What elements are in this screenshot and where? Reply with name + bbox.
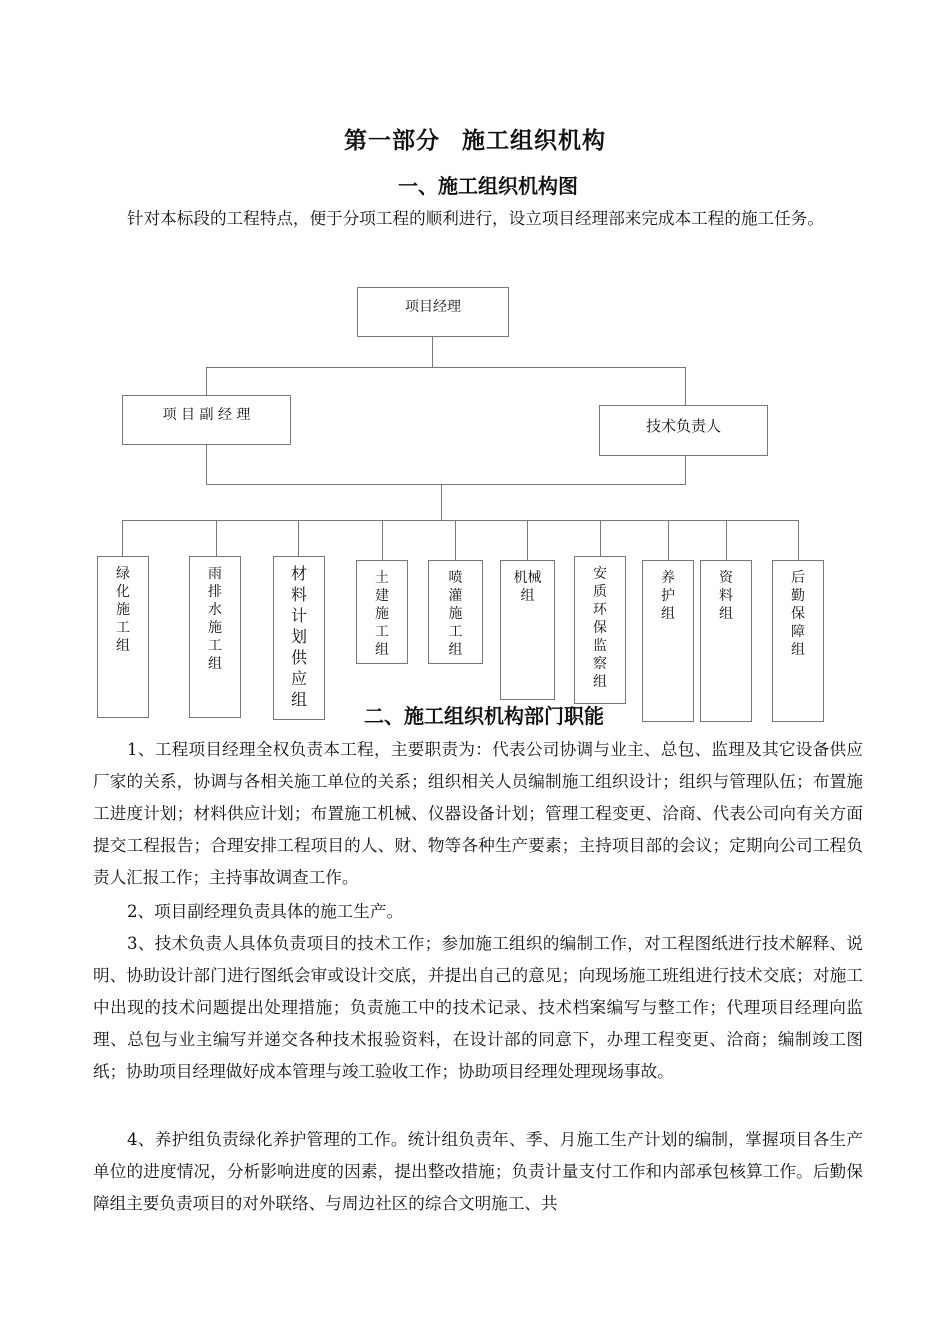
connector-line (216, 520, 217, 556)
org-box-group: 安 质 环 保 监 察 组 (574, 556, 626, 704)
org-box-group: 资 料 组 (700, 560, 752, 722)
duty-paragraph-4: 4、养护组负责绿化养护管理的工作。统计组负责年、季、月施工生产计划的编制，掌握项目各生产单位的进度情况，分析影响进度的因素，提出整改措施；负责计量支付工作和内部承包核算工作。后勤保障组主要负责项目的对外联络、与周边社区的综合文明施工、共 (93, 1130, 863, 1213)
page-title: 第一部分 施工组织机构 (344, 128, 606, 154)
duty-paragraph-2: 2、项目副经理负责具体的施工生产。 (127, 902, 404, 921)
org-box-group: 后 勤 保 障 组 (772, 560, 824, 722)
connector-line (382, 520, 383, 560)
org-box-group: 土 建 施 工 组 (356, 560, 408, 664)
connector-line (527, 520, 528, 560)
org-box-group: 绿 化 施 工 组 (97, 556, 149, 718)
connector-line (122, 520, 123, 556)
connector-line (685, 367, 686, 405)
org-box-group: 养 护 组 (642, 560, 694, 722)
section1-heading: 一、施工组织机构图 (398, 174, 578, 198)
connector-line (600, 520, 601, 556)
connector-line (206, 484, 686, 485)
org-box-manager: 项目经理 (357, 287, 509, 337)
connector-line (206, 367, 686, 368)
connector-line (298, 520, 299, 556)
connector-line (668, 520, 669, 560)
connector-line (441, 484, 442, 520)
connector-line (685, 455, 686, 484)
org-box-group: 机械 组 (500, 560, 555, 700)
connector-line (726, 520, 727, 560)
org-box-tech: 技术负责人 (599, 405, 768, 456)
duty-paragraph-1: 1、工程项目经理全权负责本工程，主要职责为：代表公司协调与业主、总包、监理及其它设备供应厂家的关系，协调与各相关施工单位的关系；组织相关人员编制施工组织设计；组织与管理队伍；布置施工进度计划；材料供应计划；布置施工机械、仪器设备计划；管理工程变更、洽商、代表公司向有关方面提交工程报告；合理安排工程项目的人、财、物等各种生产要素；主持项目部的会议；定期向公司工程负责人汇报工作；主持事故调查工作。 (93, 740, 863, 887)
connector-line (122, 520, 799, 521)
connector-line (206, 367, 207, 395)
connector-line (432, 336, 433, 367)
org-box-group: 材 料 计 划 供 应 组 (273, 556, 325, 720)
connector-line (798, 520, 799, 560)
org-box-deputy: 项 目 副 经 理 (122, 395, 291, 445)
connector-line (455, 520, 456, 560)
connector-line (206, 444, 207, 484)
section1-intro: 针对本标段的工程特点，便于分项工程的顺利进行，设立项目经理部来完成本工程的施工任务。 (127, 209, 824, 228)
org-box-group: 雨 排 水 施 工 组 (189, 556, 241, 718)
section2-heading: 二、施工组织机构部门职能 (364, 704, 604, 728)
duty-paragraph-3: 3、技术负责人具体负责项目的技术工作；参加施工组织的编制工作，对工程图纸进行技术解释、说明、协助设计部门进行图纸会审或设计交底，并提出自己的意见；向现场施工班组进行技术交底；对施工中出现的技术问题提出处理措施；负责施工中的技术记录、技术档案编写与整工作；代理项目经理向监理、总包与业主编写并递交各种技术报验资料，在设计部的同意下，办理工程变更、洽商；编制竣工图纸；协助项目经理做好成本管理与竣工验收工作；协助项目经理处理现场事故。 (93, 934, 863, 1081)
org-box-group: 喷 灌 施 工 组 (428, 560, 483, 664)
